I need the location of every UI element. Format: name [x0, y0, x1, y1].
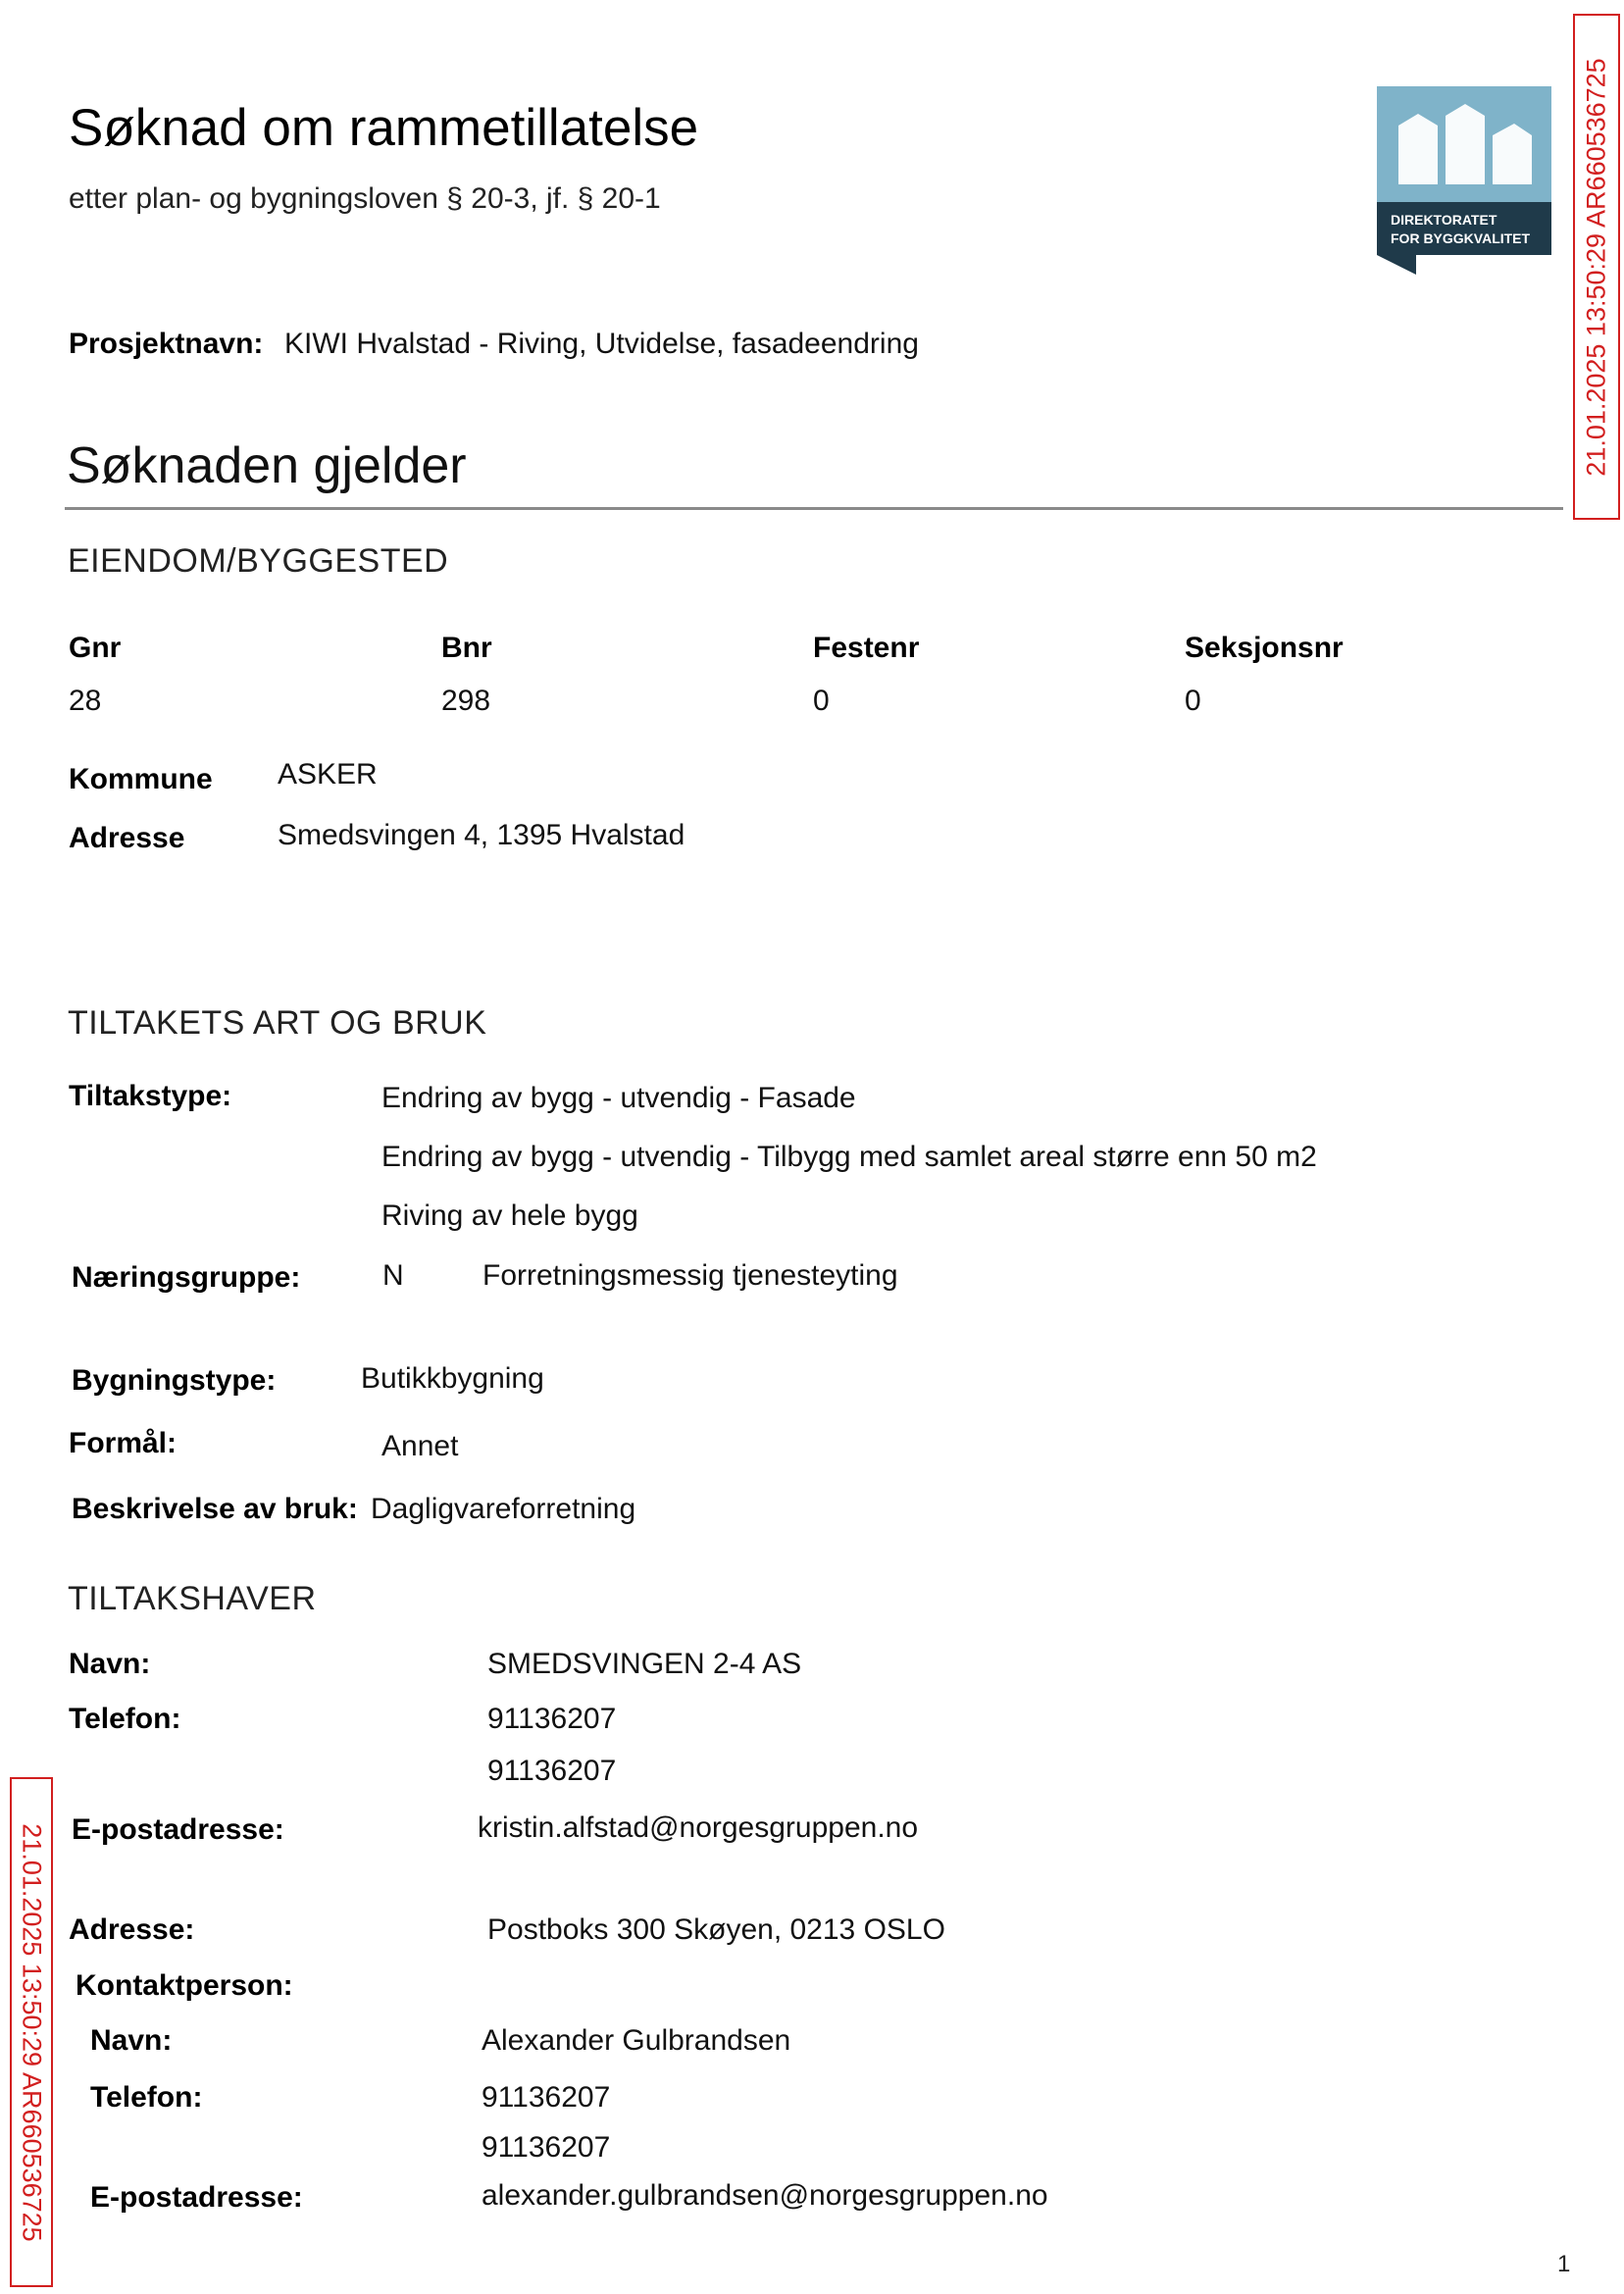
logo-line1: DIREKTORATET — [1391, 212, 1497, 228]
gnr-label: Gnr — [69, 632, 122, 664]
kontakt-epost-value: alexander.gulbrandsen@norgesgruppen.no — [482, 2179, 1048, 2212]
tiltakstype-item: Endring av bygg - utvendig - Fasade — [381, 1082, 856, 1114]
bygningstype-label: Bygningstype: — [72, 1364, 277, 1397]
kommune-value: ASKER — [278, 758, 378, 790]
kontakt-navn-value: Alexander Gulbrandsen — [482, 2024, 791, 2057]
naeringsgruppe-code: N — [382, 1259, 404, 1292]
page-subtitle: etter plan- og bygningsloven § 20-3, jf. § 20-1 — [69, 182, 661, 215]
dibk-logo — [1377, 86, 1551, 275]
beskrivelse-value: Dagligvareforretning — [371, 1493, 636, 1525]
festenr-value: 0 — [813, 685, 830, 717]
bygningstype-value: Butikkbygning — [361, 1362, 544, 1395]
timestamp-stamp-left — [10, 1777, 53, 2287]
tiltakshaver-navn-label: Navn: — [69, 1648, 151, 1680]
seksjonsnr-value: 0 — [1185, 685, 1201, 717]
tiltakshaver-adresse-value: Postboks 300 Skøyen, 0213 OSLO — [487, 1913, 945, 1946]
tiltakstype-item: Endring av bygg - utvendig - Tilbygg med samlet areal større enn 50 m2 — [381, 1141, 1317, 1173]
page-number: 1 — [1557, 2251, 1571, 2277]
tiltak-heading: TILTAKETS ART OG BRUK — [68, 1004, 487, 1042]
project-label: Prosjektnavn: — [69, 328, 264, 360]
naeringsgruppe-label: Næringsgruppe: — [72, 1261, 301, 1294]
kontakt-epost-label: E-postadresse: — [90, 2181, 303, 2214]
tiltakshaver-adresse-label: Adresse: — [69, 1913, 195, 1946]
gnr-value: 28 — [69, 685, 102, 717]
stamp-text: 21.01.2025 13:50:29 AR660536725 — [17, 1822, 47, 2242]
kontaktperson-label: Kontaktperson: — [76, 1969, 293, 2002]
festenr-label: Festenr — [813, 632, 920, 664]
tiltakstype-item: Riving av hele bygg — [381, 1199, 638, 1232]
timestamp-stamp-right — [1573, 14, 1620, 520]
section-title: Søknaden gjelder — [67, 437, 467, 494]
tiltakshaver-telefon-value: 91136207 — [487, 1755, 617, 1787]
page-title: Søknad om rammetillatelse — [69, 99, 699, 157]
stamp-text: 21.01.2025 13:50:29 AR660536725 — [1581, 57, 1611, 477]
kommune-label: Kommune — [69, 763, 213, 795]
tiltakshaver-telefon-value: 91136207 — [487, 1703, 617, 1735]
adresse-value: Smedsvingen 4, 1395 Hvalstad — [278, 819, 685, 851]
kontakt-navn-label: Navn: — [90, 2024, 173, 2057]
bnr-label: Bnr — [441, 632, 492, 664]
beskrivelse-label: Beskrivelse av bruk: — [72, 1493, 358, 1525]
tiltakstype-label: Tiltakstype: — [69, 1080, 232, 1112]
section-divider — [65, 507, 1563, 510]
bnr-value: 298 — [441, 685, 491, 717]
eiendom-heading: EIENDOM/BYGGESTED — [68, 542, 449, 580]
tiltakshaver-telefon-label: Telefon: — [69, 1703, 181, 1735]
kontakt-telefon-label: Telefon: — [90, 2081, 203, 2114]
adresse-label: Adresse — [69, 822, 185, 854]
logo-line2: FOR BYGGKVALITET — [1391, 230, 1531, 246]
tiltakshaver-epost-label: E-postadresse: — [72, 1813, 284, 1846]
naeringsgruppe-value: Forretningsmessig tjenesteyting — [482, 1259, 898, 1292]
building-logo-icon — [1377, 86, 1551, 275]
project-value: KIWI Hvalstad - Riving, Utvidelse, fasadeendring — [284, 328, 919, 360]
tiltakshaver-heading: TILTAKSHAVER — [68, 1580, 317, 1617]
tiltakshaver-epost-value: kristin.alfstad@norgesgruppen.no — [478, 1811, 919, 1844]
formal-value: Annet — [381, 1430, 459, 1462]
seksjonsnr-label: Seksjonsnr — [1185, 632, 1344, 664]
formal-label: Formål: — [69, 1427, 178, 1459]
tiltakshaver-navn-value: SMEDSVINGEN 2-4 AS — [487, 1648, 802, 1680]
kontakt-telefon-value: 91136207 — [482, 2081, 611, 2114]
kontakt-telefon-value: 91136207 — [482, 2131, 611, 2164]
